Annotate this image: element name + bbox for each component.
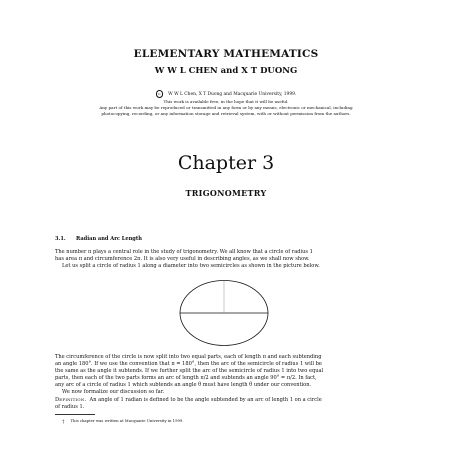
- paragraph-1-line-1: The number π plays a central role in the study of trigonometry. We all know that a circle of radius 1: [55, 249, 313, 255]
- paragraph-2-line-6: We now formalize our discussion so far.: [62, 389, 165, 395]
- footnote: [62, 418, 184, 424]
- chapter-label: Chapter 3: [177, 152, 275, 174]
- definition-text: An angle of 1 radian is defined to be the angle subtended by an arc of length 1 on a circle: [89, 397, 322, 403]
- rights-line-1: Any part of this work may be reproduced or transmitted in any form or by any means, electronic or mechanical, including: [99, 105, 353, 110]
- section-heading: [55, 236, 142, 243]
- paragraph-2-line-5: any arc of a circle of radius 1 which subtends an angle θ must have length θ under our convention.: [55, 382, 312, 388]
- copyright-line: [0, 90, 452, 98]
- book-title: ELEMENTARY MATHEMATICS: [133, 48, 319, 60]
- copyright-icon: c: [156, 90, 164, 98]
- paragraph-2-line-4: parts, then each of the two parts forms an arc of length π/2 and subtends an angle 90° = π/2. In fact,: [55, 375, 317, 381]
- paragraph-1-line-3: Let us split a circle of radius 1 along a diameter into two semicircles as shown in the picture below.: [62, 263, 320, 269]
- section-number: 3.1.: [55, 236, 66, 242]
- availability-line: This work is available free, in the hope that it will be useful.: [163, 99, 289, 104]
- definition-term: Definition.: [55, 397, 87, 403]
- definition-line-1: [55, 397, 322, 404]
- paragraph-2-line-3: the same as the angle it subtends. If we further split the arc of the semicircle of radius 1 into two equal: [55, 368, 324, 374]
- copyright-text: W W L Chen, X T Duong and Macquarie University, 1999.: [168, 92, 297, 97]
- footnote-rule: [55, 414, 95, 415]
- dagger-icon: †: [62, 418, 65, 425]
- footnote-text: This chapter was written at Macquarie University in 1999.: [70, 418, 184, 423]
- paragraph-2-line-2: an angle 180°. If we use the convention that π = 180°, then the arc of the semicircle of radius 1 will be: [55, 361, 322, 367]
- semicircle-diagram: [179, 279, 269, 347]
- chapter-title: TRIGONOMETRY: [185, 188, 267, 198]
- paragraph-2-line-1: The circumference of the circle is now split into two equal parts, each of length π and each subtending: [55, 354, 322, 360]
- paragraph-1-line-2: has area π and circumference 2π. It is also very useful in describing angles, as we shall now show.: [55, 256, 310, 262]
- definition-line-2: of radius 1.: [55, 404, 85, 410]
- section-title: Radian and Arc Length: [76, 236, 142, 242]
- authors: W W L CHEN and X T DUONG: [154, 66, 298, 76]
- rights-line-2: photocopying, recording, or any information storage and retrieval system, with or without permission from the authors.: [101, 111, 351, 116]
